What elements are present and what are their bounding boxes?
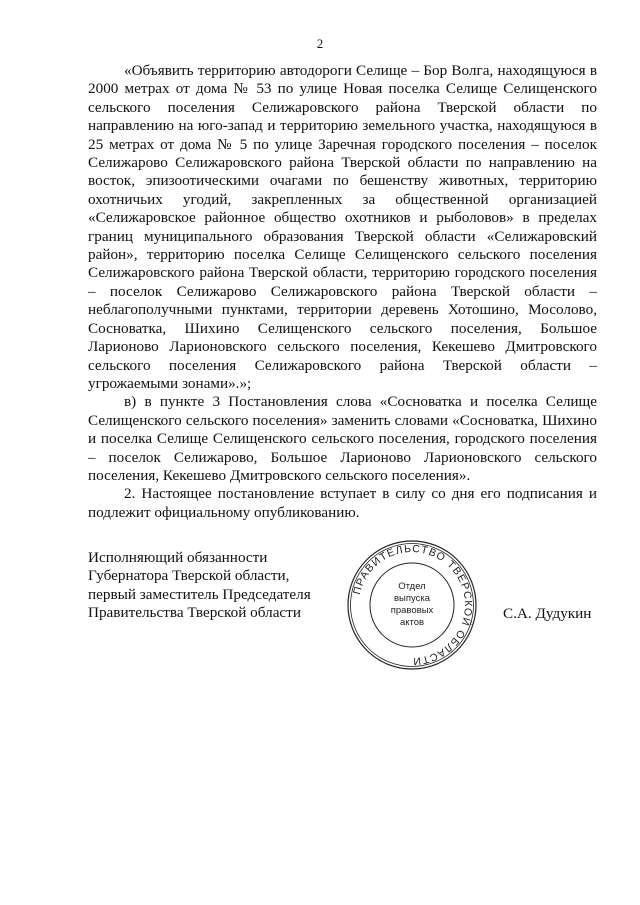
document-body [88, 62, 597, 522]
signer-position [88, 549, 311, 623]
body-paragraph: в) в пункте 3 Постановления слова «Сосноватка и поселка Селище Селищенского сельского поселения» заменить словами «Сосноватка, Шихино и поселка Селище Селищенского сельского поселения, городского поселения – поселок Селижарово, Большое Ларионово Ларионовского сельского поселения, Кекешево Дмитровского сельского поселения». [88, 393, 597, 484]
official-stamp [345, 538, 479, 672]
signer-position-line: Правительства Тверской области [88, 604, 301, 622]
body-paragraph: 2. Настоящее постановление вступает в силу со дня его подписания и подлежит официальному опубликованию. [88, 485, 597, 521]
stamp-center-line: Отдел [398, 581, 426, 592]
signer-position-line: первый заместитель Председателя [88, 585, 311, 603]
stamp-ring-text: ПРАВИТЕЛЬСТВО ТВЕРСКОЙ ОБЛАСТИ [351, 542, 475, 668]
signer-name: С.А. Дудукин [503, 605, 592, 622]
stamp-center-line: выпуска [393, 593, 431, 604]
signer-position-line: Губернатора Тверской области, [88, 567, 290, 585]
body-paragraph: «Объявить территорию автодороги Селище – Бор Волга, находящуюся в 2000 метрах от дома № 53 по улице Новая поселка Селище Селищенского сельского поселения Селижаровского района Тверской области по направлению на юго-запад и территорию земельного участка, находящуюся в 25 метрах от дома № 5 по улице Заречная городского поселения – поселок Селижарово Селижаровского района Тверской области по направлению на восток, эпизоотическими очагами по бешенству животных, территорию охотничьих угодий, закрепленных за общественной организацией «Селижаровское районное общество охотников и рыболовов» в пределах границ муниципального образования Тверской области «Селижаровский район», территорию поселка Селище Селищенского сельского поселения Селижаровского района Тверской области, территорию городского поселения – поселок Селижарово Селижаровского района Тверской области – неблагополучными пунктами, территории деревень Хотошино, Мосолово, Сосноватка, Шихино Селищенского сельского поселения, Большое Ларионово Ларионовского сельского поселения, Кекешево Дмитровского сельского поселения Селижаровского района Тверской области – угрожаемыми зонами».»; [88, 62, 597, 392]
stamp-center-line: актов [399, 617, 425, 628]
signer-position-line: Исполняющий обязанности [88, 549, 268, 566]
stamp-center-line: правовых [390, 605, 434, 616]
page-number: 2 [316, 36, 324, 51]
